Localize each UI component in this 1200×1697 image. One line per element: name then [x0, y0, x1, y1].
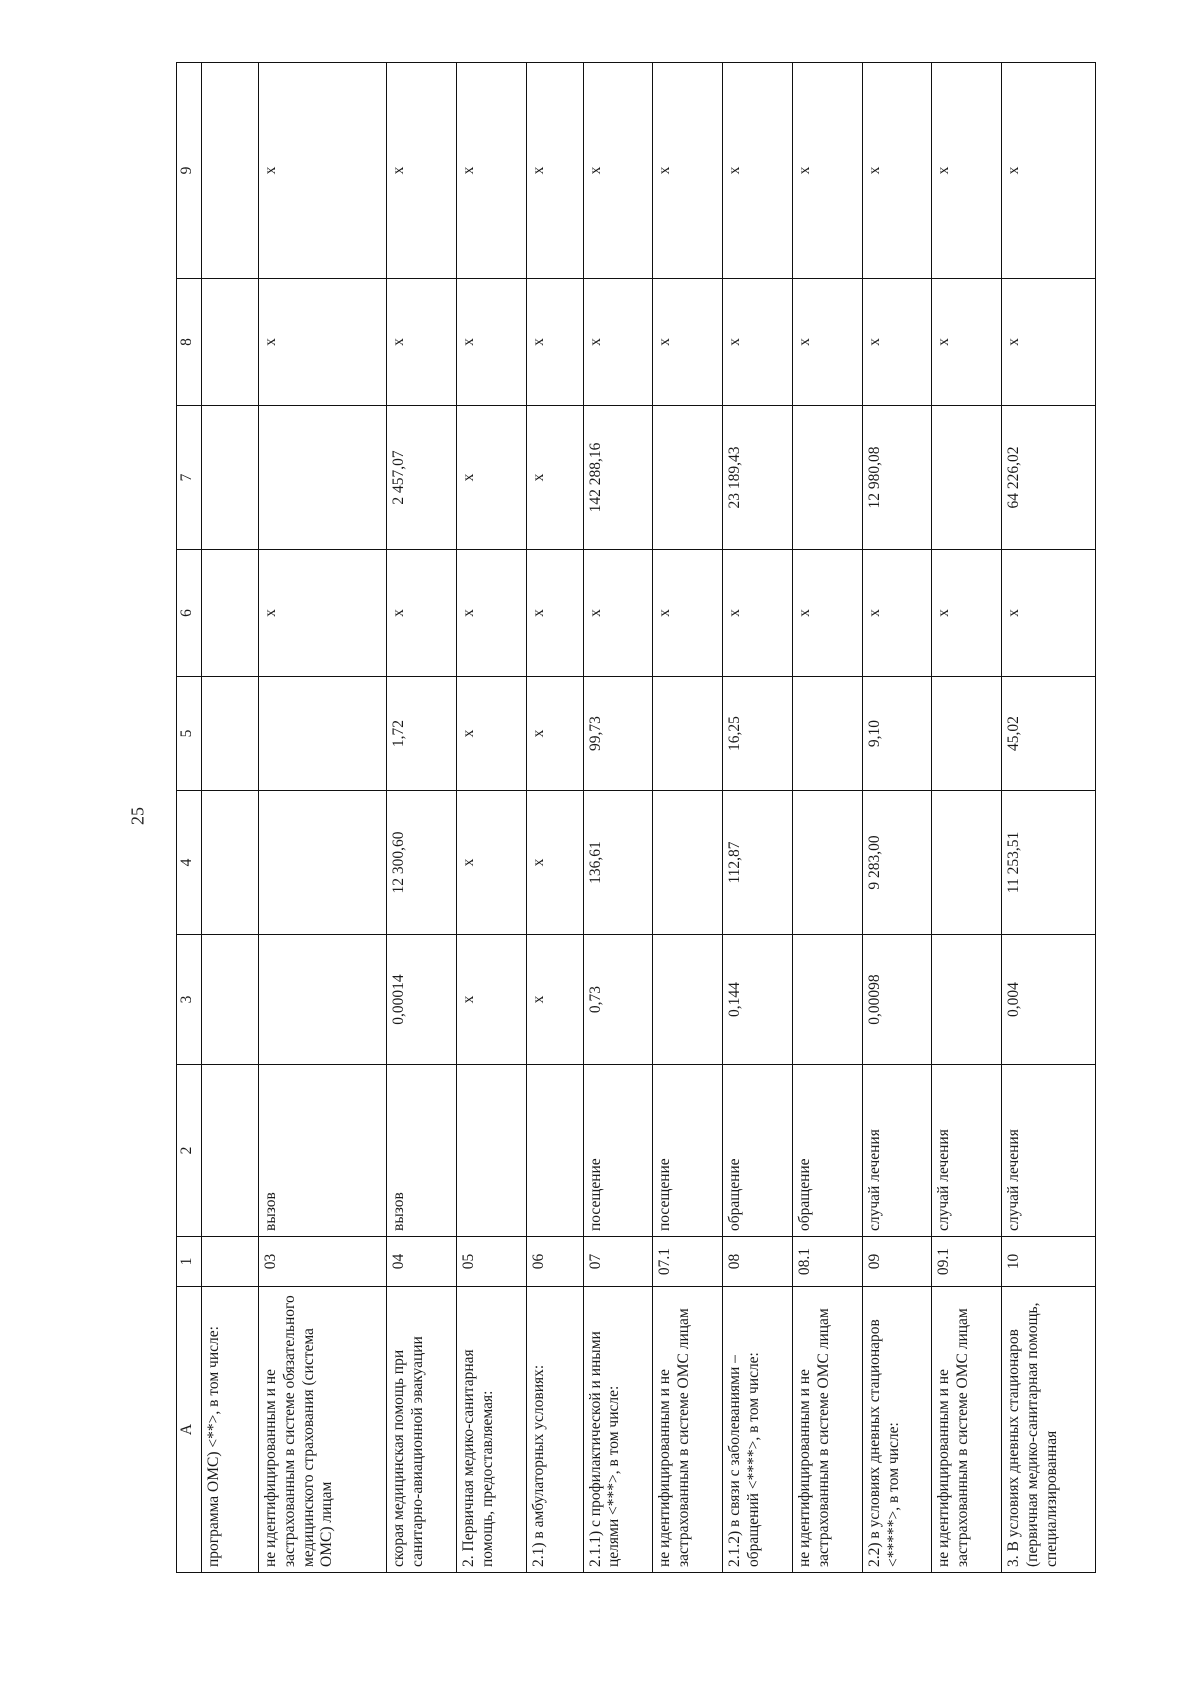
row-label-cell: 2.1.2) в связи с заболеваниями – обращений <****>, в том числе: — [723, 1287, 793, 1573]
table-cell: посещение — [653, 1065, 723, 1237]
page-number: 25 — [127, 807, 148, 825]
table-cell: 0,144 — [723, 935, 793, 1065]
row-label-cell: программа ОМС) <**>, в том числе: — [202, 1287, 259, 1573]
table-cell: x — [258, 279, 387, 406]
table-cell: 12 300,60 — [387, 791, 457, 935]
header-row — [177, 63, 202, 1573]
table-cell: 0,004 — [1002, 935, 1096, 1065]
table-cell: x — [932, 279, 1002, 406]
row-label-cell: 2.1) в амбулаторных условиях: — [526, 1287, 583, 1573]
table-cell: x — [457, 550, 527, 677]
table-body — [202, 63, 1096, 1573]
column-header: 9 — [177, 63, 202, 279]
table-cell: x — [457, 406, 527, 550]
column-header: 7 — [177, 406, 202, 550]
data-table — [176, 62, 1096, 1573]
table-cell: 99,73 — [583, 677, 653, 791]
table-cell — [932, 935, 1002, 1065]
column-header: 6 — [177, 550, 202, 677]
table-cell: 08 — [723, 1237, 793, 1287]
table-cell — [526, 1065, 583, 1237]
table-cell: x — [653, 63, 723, 279]
table-cell — [202, 1065, 259, 1237]
table-cell — [932, 791, 1002, 935]
row-label-cell: не идентифицированным и не застрахованным в системе ОМС лицам — [932, 1287, 1002, 1573]
row-label-cell: не идентифицированным и не застрахованным в системе обязательного медицинского страхования (система ОМС) лицам — [258, 1287, 387, 1573]
table-cell — [258, 406, 387, 550]
table-cell: x — [583, 279, 653, 406]
table-cell: x — [723, 550, 793, 677]
table-cell: 142 288,16 — [583, 406, 653, 550]
table-cell: случай лечения — [932, 1065, 1002, 1237]
table-cell: обращение — [723, 1065, 793, 1237]
table-cell — [202, 1237, 259, 1287]
table-cell: 0,00098 — [862, 935, 932, 1065]
table-cell: 112,87 — [723, 791, 793, 935]
rotated-table-container — [176, 63, 1096, 1573]
table-cell: x — [387, 279, 457, 406]
table-cell: x — [583, 550, 653, 677]
row-label-cell: 2.2) в условиях дневных стационаров <*****>, в том числе: — [862, 1287, 932, 1573]
table-cell — [792, 935, 862, 1065]
table-cell — [792, 406, 862, 550]
table-cell — [258, 791, 387, 935]
table-cell — [202, 677, 259, 791]
table-cell: 09.1 — [932, 1237, 1002, 1287]
table-cell: x — [457, 935, 527, 1065]
table-row — [1002, 63, 1096, 1573]
table-cell: 9 283,00 — [862, 791, 932, 935]
table-cell: x — [526, 677, 583, 791]
table-row — [862, 63, 932, 1573]
table-cell — [202, 406, 259, 550]
table-cell: 2 457,07 — [387, 406, 457, 550]
row-label-cell: 3. В условиях дневных стационаров (первичная медико-санитарная помощь, специализированная — [1002, 1287, 1096, 1573]
table-row — [258, 63, 387, 1573]
row-label-cell: скорая медицинская помощь при санитарно-авиационной эвакуации — [387, 1287, 457, 1573]
table-cell — [653, 791, 723, 935]
table-cell: x — [258, 550, 387, 677]
table-cell: x — [583, 63, 653, 279]
table-row — [653, 63, 723, 1573]
table-cell: 07.1 — [653, 1237, 723, 1287]
table-cell — [202, 550, 259, 677]
table-cell — [653, 935, 723, 1065]
table-cell: x — [932, 550, 1002, 677]
column-header: 3 — [177, 935, 202, 1065]
table-cell — [202, 791, 259, 935]
table-cell: x — [862, 279, 932, 406]
table-cell: 45,02 — [1002, 677, 1096, 791]
column-header: 4 — [177, 791, 202, 935]
table-cell: вызов — [258, 1065, 387, 1237]
table-cell: 08.1 — [792, 1237, 862, 1287]
table-cell: x — [1002, 63, 1096, 279]
table-cell — [653, 677, 723, 791]
table-cell: 23 189,43 — [723, 406, 793, 550]
table-cell: 1,72 — [387, 677, 457, 791]
table-cell: посещение — [583, 1065, 653, 1237]
table-cell: x — [723, 279, 793, 406]
row-label-cell: 2. Первичная медико-санитарная помощь, предоставляемая: — [457, 1287, 527, 1573]
table-cell — [457, 1065, 527, 1237]
table-cell: x — [457, 279, 527, 406]
table-cell: x — [862, 63, 932, 279]
table-cell — [202, 279, 259, 406]
table-cell: x — [792, 279, 862, 406]
table-cell: случай лечения — [1002, 1065, 1096, 1237]
table-cell: x — [387, 63, 457, 279]
column-header: 8 — [177, 279, 202, 406]
table-cell: x — [526, 791, 583, 935]
table-cell: 0,00014 — [387, 935, 457, 1065]
row-label-cell: 2.1.1) с профилактической и иными целями <***>, в том числе: — [583, 1287, 653, 1573]
table-cell — [932, 406, 1002, 550]
table-cell — [653, 406, 723, 550]
table-cell: x — [258, 63, 387, 279]
table-cell: 0,73 — [583, 935, 653, 1065]
table-cell: x — [526, 550, 583, 677]
column-header: 2 — [177, 1065, 202, 1237]
table-cell: 9,10 — [862, 677, 932, 791]
table-cell — [202, 63, 259, 279]
table-row — [457, 63, 527, 1573]
table-cell: 09 — [862, 1237, 932, 1287]
table-row — [583, 63, 653, 1573]
table-cell: x — [653, 279, 723, 406]
table-row — [792, 63, 862, 1573]
table-cell: x — [526, 63, 583, 279]
table-cell — [202, 935, 259, 1065]
table-row — [723, 63, 793, 1573]
table-cell: x — [653, 550, 723, 677]
table-cell: 11 253,51 — [1002, 791, 1096, 935]
table-cell — [258, 677, 387, 791]
table-cell: x — [526, 935, 583, 1065]
table-cell: x — [1002, 550, 1096, 677]
table-cell: 64 226,02 — [1002, 406, 1096, 550]
table-cell: 10 — [1002, 1237, 1096, 1287]
column-header: 5 — [177, 677, 202, 791]
table-cell — [932, 677, 1002, 791]
table-cell: x — [932, 63, 1002, 279]
table-cell — [792, 677, 862, 791]
table-cell: x — [526, 279, 583, 406]
table-cell — [258, 935, 387, 1065]
table-cell: 12 980,08 — [862, 406, 932, 550]
table-cell: 07 — [583, 1237, 653, 1287]
row-label-cell: не идентифицированным и не застрахованным в системе ОМС лицам — [653, 1287, 723, 1573]
table-cell: 04 — [387, 1237, 457, 1287]
table-cell: 16,25 — [723, 677, 793, 791]
row-label-cell: не идентифицированным и не застрахованным в системе ОМС лицам — [792, 1287, 862, 1573]
table-cell: x — [792, 63, 862, 279]
table-row — [526, 63, 583, 1573]
table-cell: вызов — [387, 1065, 457, 1237]
table-cell: 05 — [457, 1237, 527, 1287]
table-cell: x — [723, 63, 793, 279]
table-cell: обращение — [792, 1065, 862, 1237]
table-cell: x — [457, 63, 527, 279]
column-header: 1 — [177, 1237, 202, 1287]
table-cell: x — [526, 406, 583, 550]
table-cell: случай лечения — [862, 1065, 932, 1237]
table-cell — [792, 791, 862, 935]
table-cell: 03 — [258, 1237, 387, 1287]
table-cell: 136,61 — [583, 791, 653, 935]
table-cell: x — [387, 550, 457, 677]
table-cell: x — [862, 550, 932, 677]
table-cell: x — [1002, 279, 1096, 406]
table-cell: 06 — [526, 1237, 583, 1287]
table-row — [387, 63, 457, 1573]
table-row — [932, 63, 1002, 1573]
table-row — [202, 63, 259, 1573]
table-cell: x — [457, 677, 527, 791]
column-header: А — [177, 1287, 202, 1573]
table-cell: x — [457, 791, 527, 935]
table-cell: x — [792, 550, 862, 677]
